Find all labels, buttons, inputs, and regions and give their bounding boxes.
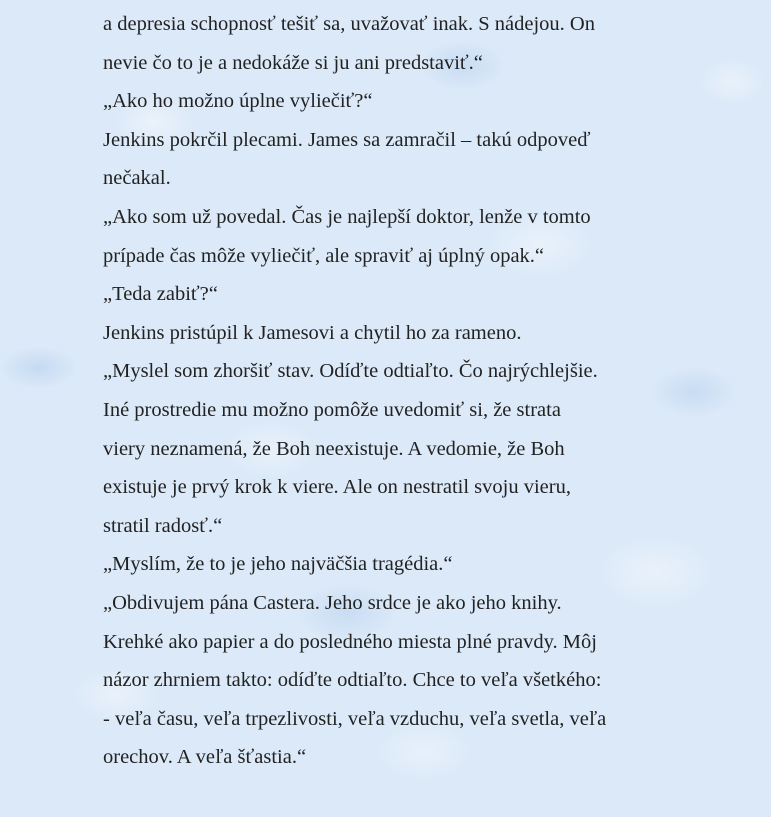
text-line: nečakal.: [103, 167, 171, 190]
text-line: Krehké ako papier a do posledného miesta plné pravdy. Môj: [103, 630, 597, 653]
text-line: nevie čo to je a nedokáže si ju ani predstaviť.“: [103, 51, 483, 74]
text-line: stratil radosť.“: [103, 514, 223, 537]
text-line: viery neznamená, že Boh neexistuje. A vedomie, že Boh: [103, 437, 565, 460]
document-page: [103, 5, 753, 777]
text-line: - veľa času, veľa trpezlivosti, veľa vzduchu, veľa svetla, veľa: [103, 707, 607, 730]
text-line: „Myslím, že to je jeho najväčšia tragédia.“: [103, 553, 453, 576]
text-line: „Teda zabiť?“: [103, 283, 218, 306]
text-line: existuje je prvý krok k viere. Ale on nestratil svoju vieru,: [103, 476, 571, 499]
text-line: Jenkins pristúpil k Jamesovi a chytil ho za rameno.: [103, 321, 522, 344]
text-line: „Obdivujem pána Castera. Jeho srdce je ako jeho knihy.: [103, 591, 562, 614]
text-line: „Myslel som zhoršiť stav. Odíďte odtiaľto. Čo najrýchlejšie.: [103, 360, 598, 383]
text-line: orechov. A veľa šťastia.“: [103, 746, 307, 769]
text-line: a depresia schopnosť tešiť sa, uvažovať inak. S nádejou. On: [103, 13, 595, 35]
text-line: „Ako som už povedal. Čas je najlepší doktor, lenže v tomto: [103, 205, 591, 228]
text-line: „Ako ho možno úplne vyliečiť?“: [103, 90, 373, 113]
text-line: Jenkins pokrčil plecami. James sa zamračil – takú odpoveď: [103, 128, 591, 151]
text-line: názor zhrniem takto: odíďte odtiaľto. Chce to veľa všetkého:: [103, 669, 602, 692]
text-line: prípade čas môže vyliečiť, ale spraviť aj úplný opak.“: [103, 244, 545, 267]
text-line: Iné prostredie mu možno pomôže uvedomiť si, že strata: [103, 398, 561, 421]
